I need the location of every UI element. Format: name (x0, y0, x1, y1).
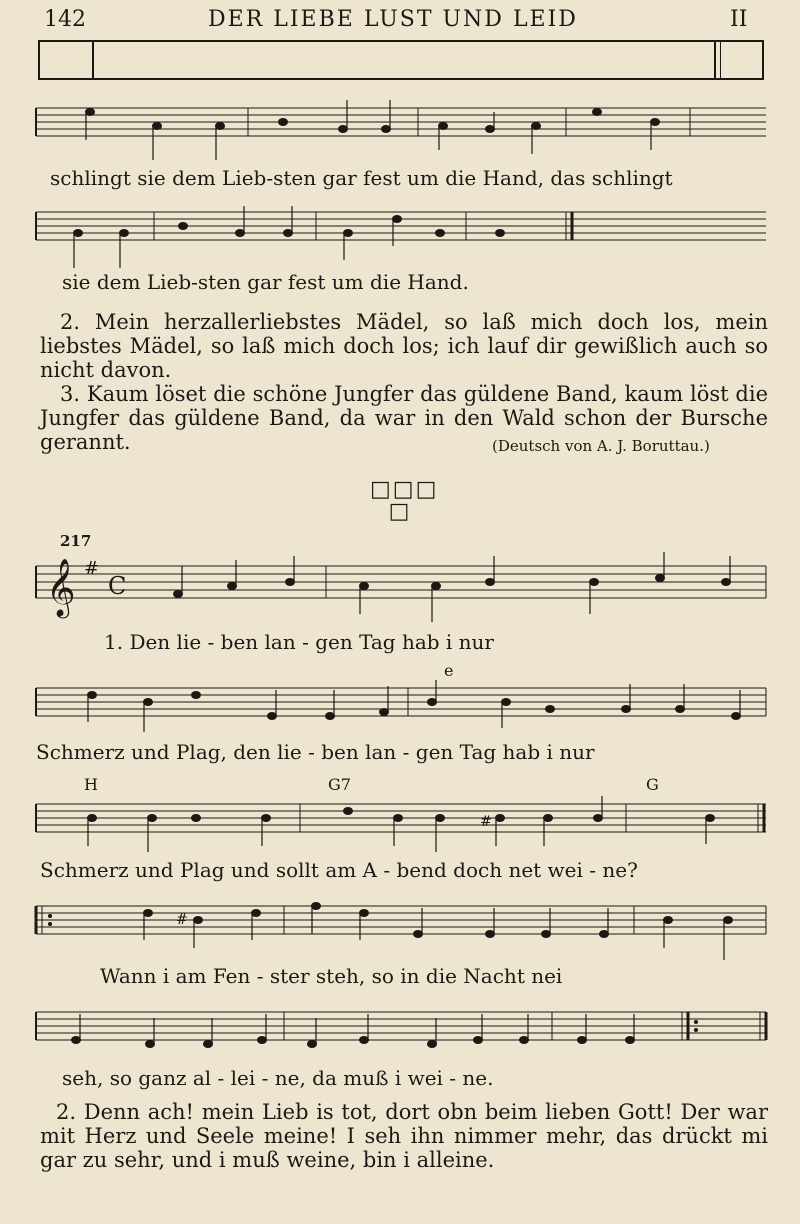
chord-symbol: G7 (328, 775, 351, 794)
svg-text:𝄞: 𝄞 (46, 558, 76, 616)
svg-text:C: C (108, 572, 127, 600)
svg-text:#: # (176, 912, 188, 928)
lyrics-line: schlingt sie dem Lieb-sten gar fest um die Hand, das schlingt (50, 166, 673, 190)
section-number: II (730, 7, 748, 32)
music-staff (0, 680, 800, 740)
lyrics-line: sie dem Lieb-sten gar fest um die Hand. (62, 270, 469, 294)
chord-symbol: H (84, 775, 98, 794)
translation-credit: (Deutsch von A. J. Boruttau.) (492, 437, 710, 455)
music-staff (0, 1004, 800, 1074)
svg-text:#: # (84, 558, 100, 579)
header-divider (720, 42, 721, 78)
header-divider (92, 42, 94, 78)
svg-text:#: # (480, 814, 492, 830)
lyrics-line: Schmerz und Plag und sollt am A - bend doch net wei - ne? (40, 858, 638, 882)
lyrics-line: Wann i am Fen - ster steh, so in die Nacht nei (100, 964, 563, 988)
verse-text: 2. Mein herzallerliebstes Mädel, so laß mich doch los, mein liebstes Mädel, so laß mich doch los; ich lauf dir gewißlich auch so nicht davon. (40, 310, 768, 382)
chord-symbol: e (444, 661, 454, 680)
music-staff (0, 796, 800, 856)
lyrics-line: 1. Den lie - ben lan - gen Tag hab i nur (104, 630, 494, 654)
ornament-squares: □ (388, 499, 412, 524)
page-header (38, 40, 764, 80)
page-number: 142 (44, 7, 86, 32)
header-divider (714, 42, 716, 78)
music-staff (0, 552, 800, 632)
verse-text: 3. Kaum löset die schöne Jungfer das güldene Band, kaum löst die Jungfer das güldene Band, da war in den Wald schon der Bursche gerannt. (40, 382, 768, 454)
chord-symbol: G (646, 775, 659, 794)
lyrics-line: Schmerz und Plag, den lie - ben lan - gen Tag hab i nur (36, 740, 595, 764)
music-staff (0, 100, 800, 170)
ornament-squares: □□□ (370, 477, 439, 502)
page-title: DER LIEBE LUST UND LEID (208, 7, 578, 32)
verse-text: 2. Denn ach! mein Lieb is tot, dort obn beim lieben Gott! Der war mit Herz und Seele meine! I seh ihn nimmer mehr, das drückt mi gar zu sehr, und i muß weine, bin i alleine. (40, 1100, 768, 1172)
song-number: 217 (60, 532, 92, 550)
music-staff (0, 898, 800, 968)
lyrics-line: seh, so ganz al - lei - ne, da muß i wei - ne. (62, 1066, 494, 1090)
music-staff (0, 204, 800, 274)
